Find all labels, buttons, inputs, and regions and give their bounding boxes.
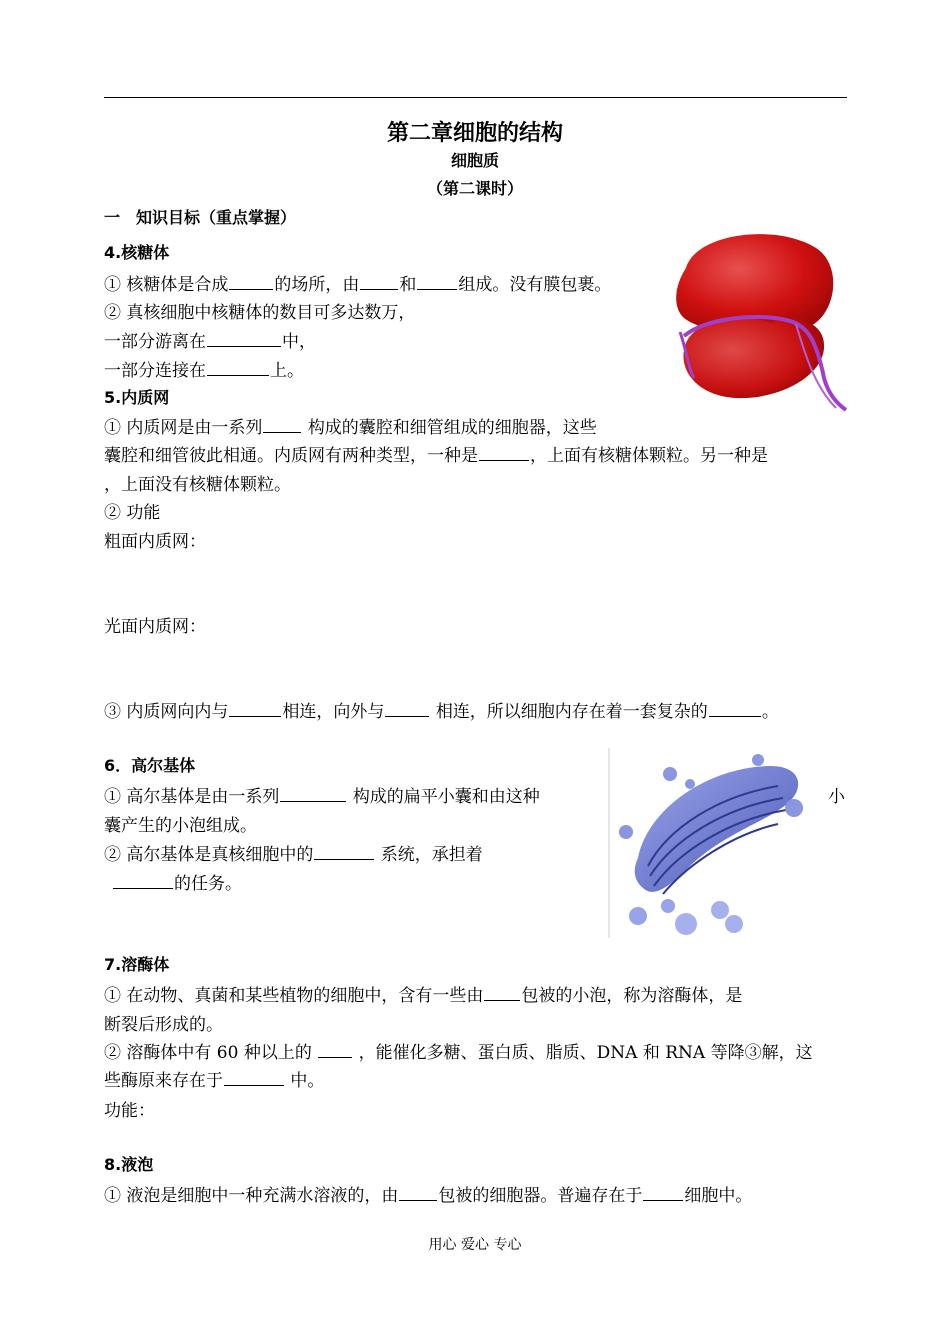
page-footer: 用心 爱心 专心 bbox=[428, 1237, 522, 1253]
er-smooth: 光面内质网： bbox=[104, 617, 206, 637]
er-line-2: 囊腔和细管彼此相通。内质网有两种类型，一种是 ，上面有核糖体颗粒。另一种是 bbox=[104, 446, 768, 466]
golgi-illustration bbox=[608, 748, 812, 940]
er-heading: 5.内质网 bbox=[104, 388, 170, 407]
ribosome-line-1: ① 核糖体是合成 的场所，由 和 组成。没有膜包裹。 bbox=[104, 275, 612, 295]
blank bbox=[207, 361, 269, 376]
blank bbox=[643, 1186, 683, 1201]
golgi-line-4: 的任务。 bbox=[112, 869, 242, 894]
blank bbox=[229, 275, 273, 290]
blank bbox=[385, 702, 429, 717]
blank bbox=[484, 986, 520, 1001]
golgi-line-1: ① 高尔基体是由一系列 构成的扁平小囊和由这种 bbox=[104, 787, 540, 807]
golgi-line-2: 囊产生的小泡组成。 bbox=[104, 816, 257, 836]
blank bbox=[113, 874, 173, 889]
lysosome-line-5: 功能： bbox=[104, 1101, 155, 1121]
blank bbox=[479, 446, 529, 461]
page-title: 第二章细胞的结构 bbox=[386, 121, 563, 146]
lysosome-line-4: 些酶原来存在于 中。 bbox=[104, 1071, 325, 1091]
er-line-5: ③ 内质网向内与 相连，向外与 相连，所以细胞内存在着一套复杂的 。 bbox=[104, 702, 779, 722]
blank bbox=[229, 702, 281, 717]
lysosome-heading: 7.溶酶体 bbox=[104, 955, 170, 974]
er-line-4: ② 功能 bbox=[104, 503, 161, 523]
vacuole-heading: 8.液泡 bbox=[104, 1155, 154, 1174]
blank bbox=[263, 418, 301, 433]
blank bbox=[417, 275, 457, 290]
lysosome-line-2: 断裂后形成的。 bbox=[104, 1015, 223, 1035]
ribosome-line-3: 一部分游离在 中， bbox=[104, 332, 316, 352]
blank bbox=[360, 275, 398, 290]
header-rule bbox=[104, 97, 847, 98]
ribosome-line-2: ② 真核细胞中核糖体的数目可多达数万， bbox=[104, 303, 416, 323]
ribosome-illustration bbox=[666, 228, 850, 414]
blank bbox=[318, 1043, 352, 1058]
blank bbox=[314, 845, 374, 860]
lesson-label: （第二课时） bbox=[426, 179, 523, 198]
golgi-line-1-end: 小 bbox=[828, 787, 845, 807]
golgi-heading: 6．高尔基体 bbox=[104, 756, 196, 775]
ribosome-line-4: 一部分连接在 上。 bbox=[104, 361, 304, 381]
page-subtitle: 细胞质 bbox=[450, 151, 499, 170]
lysosome-line-3: ② 溶酶体中有 60 种以上的 ，能催化多糖、蛋白质、脂质、DNA 和 RNA 等降③解，这 bbox=[104, 1043, 813, 1063]
vacuole-line-1: ① 液泡是细胞中一种充满水溶液的，由 包被的细胞器。普遍存在于 细胞中。 bbox=[104, 1186, 753, 1206]
section-heading: 一 知识目标（重点掌握） bbox=[104, 208, 297, 227]
blank bbox=[280, 787, 346, 802]
ribosome-heading: 4.核糖体 bbox=[104, 243, 170, 262]
blank bbox=[224, 1071, 284, 1086]
blank bbox=[399, 1186, 437, 1201]
blank bbox=[207, 332, 281, 347]
golgi-line-3: ② 高尔基体是真核细胞中的 系统，承担着 bbox=[104, 845, 483, 865]
blank bbox=[709, 702, 761, 717]
er-rough: 粗面内质网： bbox=[104, 532, 206, 552]
er-line-3: ，上面没有核糖体颗粒。 bbox=[104, 475, 291, 495]
er-line-1: ① 内质网是由一系列 构成的囊腔和细管组成的细胞器，这些 bbox=[104, 418, 597, 438]
lysosome-line-1: ① 在动物、真菌和某些植物的细胞中，含有一些由 包被的小泡，称为溶酶体，是 bbox=[104, 986, 743, 1006]
